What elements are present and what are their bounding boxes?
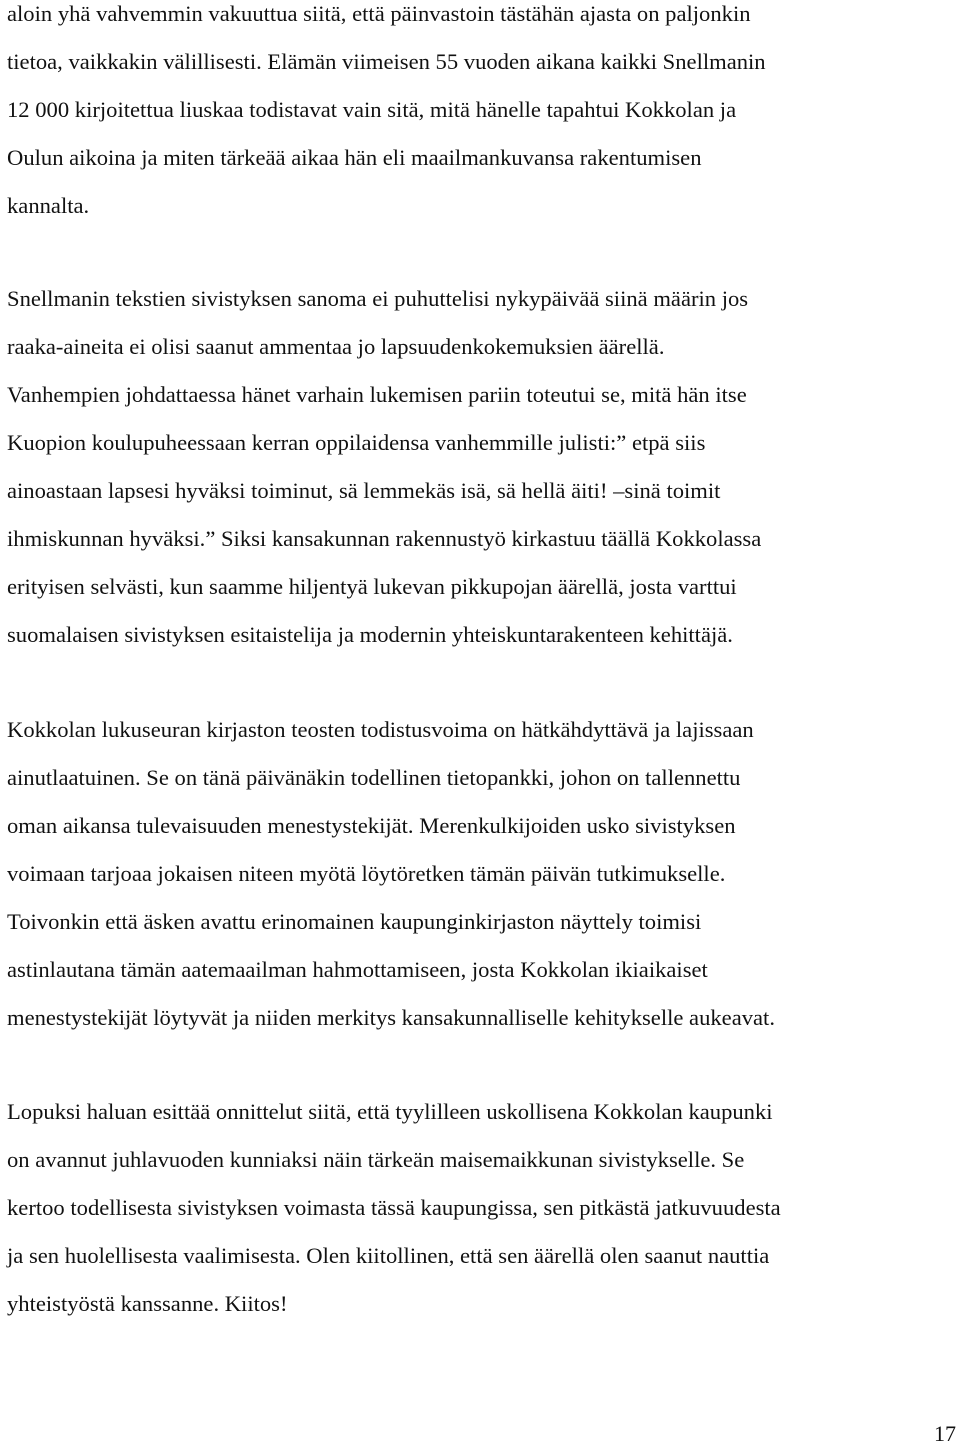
text-line: 12 000 kirjoitettua liuskaa todistavat vain sitä, mitä hänelle tapahtui Kokkolan ja — [7, 97, 737, 122]
text-line: voimaan tarjoaa jokaisen niteen myötä löytöretken tämän päivän tutkimukselle. — [7, 861, 726, 886]
document-page — [7, 0, 952, 1328]
text-line: Vanhempien johdattaessa hänet varhain lukemisen pariin toteutui se, mitä hän itse — [7, 382, 747, 407]
text-line: on avannut juhlavuoden kunniaksi näin tärkeän maisemaikkunan sivistykselle. Se — [7, 1147, 745, 1172]
text-line: Kokkolan lukuseuran kirjaston teosten todistusvoima on hätkähdyttävä ja lajissaan — [7, 717, 754, 742]
text-line: raaka-aineita ei olisi saanut ammentaa jo lapsuudenkokemuksien äärellä. — [7, 334, 665, 359]
text-line: erityisen selvästi, kun saamme hiljentyä lukevan pikkupojan äärellä, josta varttui — [7, 574, 737, 599]
text-line: kannalta. — [7, 193, 90, 218]
text-line: astinlautana tämän aatemaailman hahmottamiseen, josta Kokkolan ikiaikaiset — [7, 957, 708, 982]
paragraph-4 — [7, 1088, 952, 1328]
text-line: Kuopion koulupuheessaan kerran oppilaidensa vanhemmille julisti:” etpä siis — [7, 430, 706, 455]
text-line: Oulun aikoina ja miten tärkeää aikaa hän eli maailmankuvansa rakentumisen — [7, 145, 702, 170]
paragraph-2 — [7, 275, 952, 659]
text-line: ainoastaan lapsesi hyväksi toiminut, sä lemmekäs isä, sä hellä äiti! –sinä toimit — [7, 478, 721, 503]
text-line: suomalaisen sivistyksen esitaistelija ja modernin yhteiskuntarakenteen kehittäjä. — [7, 622, 733, 647]
text-line: Lopuksi haluan esittää onnittelut siitä, että tyylilleen uskollisena Kokkolan kaupunki — [7, 1099, 773, 1124]
paragraph-1 — [7, 0, 952, 230]
text-line: kertoo todellisesta sivistyksen voimasta tässä kaupungissa, sen pitkästä jatkuvuudesta — [7, 1195, 781, 1220]
text-line: yhteistyöstä kanssanne. Kiitos! — [7, 1291, 288, 1316]
text-line: ainutlaatuinen. Se on tänä päivänäkin todellinen tietopankki, johon on tallennettu — [7, 765, 741, 790]
text-line: Toivonkin että äsken avattu erinomainen kaupunginkirjaston näyttely toimisi — [7, 909, 702, 934]
text-line: oman aikansa tulevaisuuden menestystekijät. Merenkulkijoiden usko sivistyksen — [7, 813, 736, 838]
text-line: aloin yhä vahvemmin vakuuttua siitä, että päinvastoin tästähän ajasta on paljonkin — [7, 1, 751, 26]
text-line: Snellmanin tekstien sivistyksen sanoma ei puhuttelisi nykypäivää siinä määrin jos — [7, 286, 749, 311]
text-line: menestystekijät löytyvät ja niiden merkitys kansakunnalliselle kehitykselle aukeavat. — [7, 1005, 775, 1030]
text-line: tietoa, vaikkakin välillisesti. Elämän viimeisen 55 vuoden aikana kaikki Snellmanin — [7, 49, 766, 74]
paragraph-3 — [7, 706, 952, 1042]
page-number: 17 — [934, 1421, 956, 1446]
text-line: ihmiskunnan hyväksi.” Siksi kansakunnan rakennustyö kirkastuu täällä Kokkolassa — [7, 526, 762, 551]
text-line: ja sen huolellisesta vaalimisesta. Olen kiitollinen, että sen äärellä olen saanut nauttia — [7, 1243, 770, 1268]
